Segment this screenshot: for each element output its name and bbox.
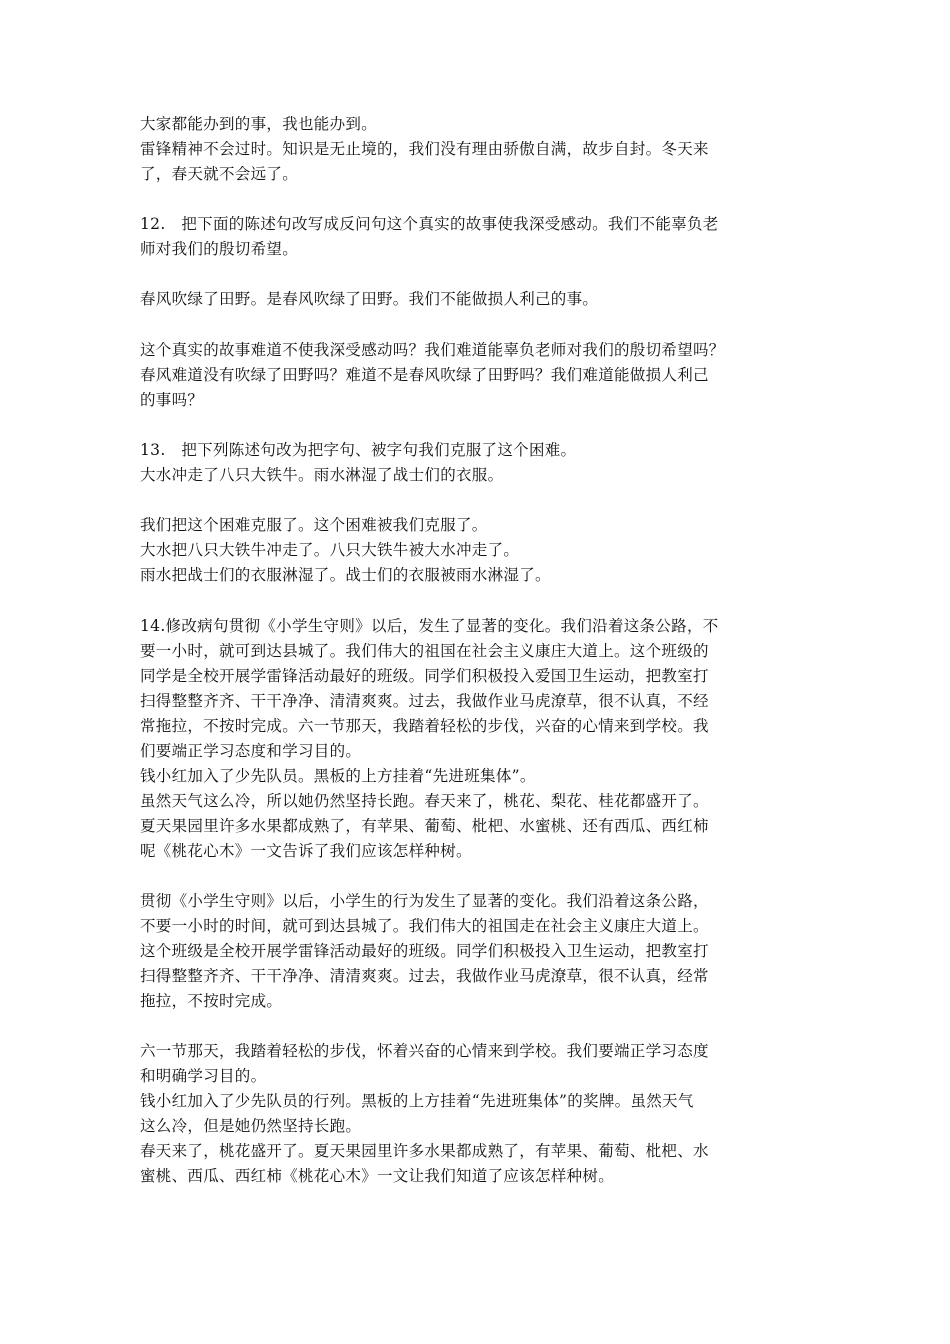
answer-line: 春风难道没有吹绿了田野吗？难道不是春风吹绿了田野吗？我们难道能做损人利己	[140, 366, 709, 384]
answer-line: 雨水把战士们的衣服淋湿了。战士们的衣服被雨水淋湿了。	[140, 566, 551, 584]
text-line: 雷锋精神不会过时。知识是无止境的，我们没有理由骄傲自满，故步自封。冬天来	[140, 140, 709, 158]
text-line: 呢《桃花心木》一文告诉了我们应该怎样种树。	[140, 842, 472, 860]
text-line: 夏天果园里许多水果都成熟了，有苹果、葡萄、枇杷、水蜜桃、还有西瓜、西红柿	[140, 817, 709, 835]
answer-line: 大水把八只大铁牛冲走了。八只大铁牛被大水冲走了。	[140, 541, 520, 559]
answer-line: 春天来了，桃花盛开了。夏天果园里许多水果都成熟了，有苹果、葡萄、枇杷、水	[140, 1142, 709, 1160]
text-line: 师对我们的殷切希望。	[140, 240, 299, 258]
answer-line: 不要一小时的时间，就可到达县城了。我们伟大的祖国走在社会主义康庄大道上。	[140, 917, 709, 935]
answer-line: 六一节那天，我踏着轻松的步伐，怀着兴奋的心情来到学校。我们要端正学习态度	[140, 1042, 709, 1060]
answer-line: 我们把这个困难克服了。这个困难被我们克服了。	[140, 516, 488, 534]
answer-line: 这么冷，但是她仍然坚持长跑。	[140, 1117, 362, 1135]
text-line: 钱小红加入了少先队员。黑板的上方挂着“先进班集体”。	[140, 767, 536, 785]
answer-line: 贯彻《小学生守则》以后，小学生的行为发生了显著的变化。我们沿着这条公路，	[140, 892, 709, 910]
text-line: 同学是全校开展学雷锋活动最好的班级。同学们积极投入爱国卫生运动，把教室打	[140, 667, 709, 685]
text-line: 扫得整整齐齐、干干净净、清清爽爽。过去，我做作业马虎潦草，很不认真，不经	[140, 692, 709, 710]
question-13-line: 13. 把下列陈述句改为把字句、被字句我们克服了这个困难。	[140, 441, 577, 459]
text-line: 大家都能办到的事，我也能办到。	[140, 115, 378, 133]
question-12-line: 12. 把下面的陈述句改写成反问句这个真实的故事使我深受感动。我们不能辜负老	[140, 215, 719, 233]
text-line: 春风吹绿了田野。是春风吹绿了田野。我们不能做损人利己的事。	[140, 290, 599, 308]
text-line: 常拖拉，不按时完成。六一节那天，我踏着轻松的步伐，兴奋的心情来到学校。我	[140, 717, 709, 735]
question-14-line: 14.修改病句贯彻《小学生守则》以后，发生了显著的变化。我们沿着这条公路，不	[140, 617, 719, 635]
text-line: 大水冲走了八只大铁牛。雨水淋湿了战士们的衣服。	[140, 466, 504, 484]
text-line: 要一小时，就可到达县城了。我们伟大的祖国在社会主义康庄大道上。这个班级的	[140, 642, 709, 660]
answer-line: 和明确学习目的。	[140, 1067, 267, 1085]
text-line: 了，春天就不会远了。	[140, 165, 299, 183]
answer-line: 钱小红加入了少先队员的行列。黑板的上方挂着“先进班集体”的奖牌。虽然天气	[140, 1092, 694, 1110]
answer-line: 拖拉，不按时完成。	[140, 992, 283, 1010]
answer-line: 这个真实的故事难道不使我深受感动吗？我们难道能辜负老师对我们的殷切希望吗？	[140, 341, 725, 359]
text-line: 们要端正学习态度和学习目的。	[140, 742, 362, 760]
answer-line: 的事吗？	[140, 391, 204, 409]
answer-line: 扫得整整齐齐、干干净净、清清爽爽。过去，我做作业马虎潦草，很不认真，经常	[140, 967, 709, 985]
answer-line: 蜜桃、西瓜、西红柿《桃花心木》一文让我们知道了应该怎样种树。	[140, 1167, 615, 1185]
answer-line: 这个班级是全校开展学雷锋活动最好的班级。同学们积极投入卫生运动，把教室打	[140, 942, 709, 960]
text-line: 虽然天气这么冷，所以她仍然坚持长跑。春天来了，桃花、梨花、桂花都盛开了。	[140, 792, 709, 810]
